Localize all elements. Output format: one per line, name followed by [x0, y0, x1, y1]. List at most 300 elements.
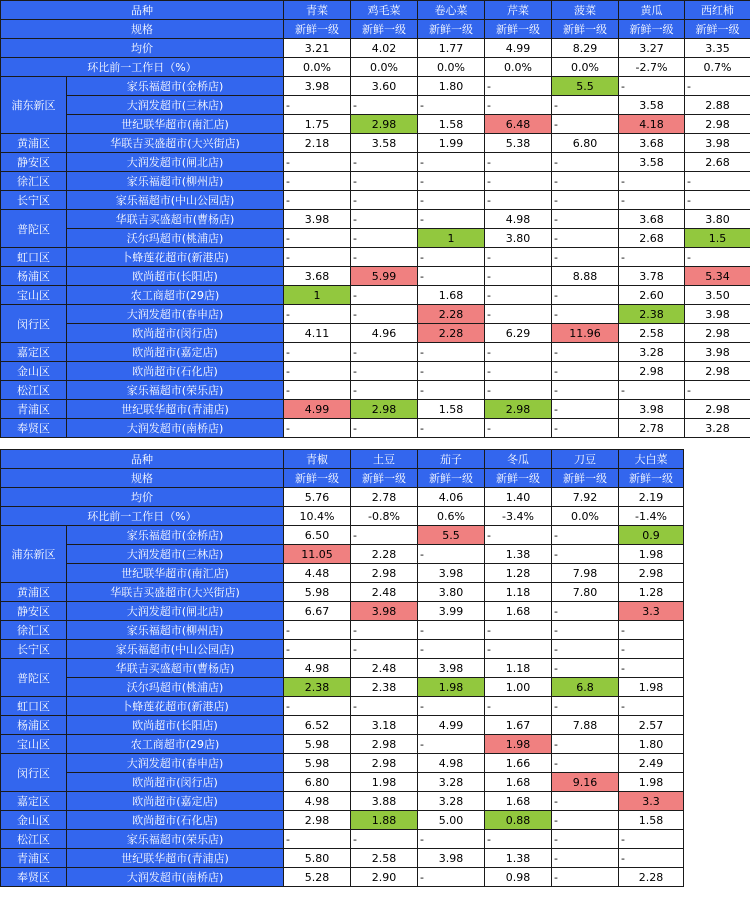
price-cell: 1.18	[485, 659, 552, 678]
price-cell: -	[685, 77, 750, 96]
district-name: 青浦区	[1, 400, 67, 419]
table-row	[1, 792, 684, 811]
change-row	[1, 507, 684, 526]
price-cell: 5.98	[284, 754, 351, 773]
price-cell: 2.88	[685, 96, 750, 115]
market-name: 华联吉买盛超市(大兴街店)	[67, 583, 284, 602]
price-cell: -	[418, 248, 485, 267]
price-cell: 3.98	[685, 305, 750, 324]
price-cell: 5.5	[552, 77, 619, 96]
price-cell: -	[418, 153, 485, 172]
district-name: 黄浦区	[1, 134, 67, 153]
price-cell: 1.80	[619, 735, 684, 754]
table-row	[1, 602, 684, 621]
price-cell: 2.90	[351, 868, 418, 887]
price-cell: -	[418, 545, 485, 564]
price-cell: -	[619, 77, 685, 96]
price-cell: 3.3	[619, 602, 684, 621]
district-name: 金山区	[1, 362, 67, 381]
market-name: 大润发超市(南桥店)	[67, 868, 284, 887]
price-cell: 1.88	[351, 811, 418, 830]
market-name: 世纪联华超市(青浦店)	[67, 849, 284, 868]
market-name: 家乐福超市(荣乐店)	[67, 381, 284, 400]
price-cell: -	[552, 792, 619, 811]
price-cell: 2.57	[619, 716, 684, 735]
price-cell: -	[351, 229, 418, 248]
district-name: 徐汇区	[1, 172, 67, 191]
price-cell: -	[284, 697, 351, 716]
price-cell: 3.98	[418, 659, 485, 678]
spec-value: 新鲜一级	[485, 469, 552, 488]
price-cell: -	[418, 640, 485, 659]
spec-value: 新鲜一级	[685, 20, 750, 39]
price-cell: 3.98	[284, 77, 351, 96]
price-cell: -	[685, 248, 750, 267]
table-row	[1, 96, 750, 115]
price-cell: -	[284, 229, 351, 248]
table-row	[1, 267, 750, 286]
price-cell: -	[619, 659, 684, 678]
avg-value: 7.92	[552, 488, 619, 507]
price-cell: 1.98	[619, 545, 684, 564]
spec-value: 新鲜一级	[619, 469, 684, 488]
table-row	[1, 400, 750, 419]
avg-value: 8.29	[552, 39, 619, 58]
price-cell: 1.18	[485, 583, 552, 602]
price-cell: 2.98	[351, 735, 418, 754]
market-name: 世纪联华超市(青浦店)	[67, 400, 284, 419]
district-name: 长宁区	[1, 640, 67, 659]
spec-header: 规格	[1, 469, 284, 488]
price-cell: -	[552, 754, 619, 773]
price-cell: -	[284, 362, 351, 381]
table-row	[1, 381, 750, 400]
price-cell: 2.28	[418, 305, 485, 324]
price-cell: 1.98	[619, 678, 684, 697]
price-cell: -	[485, 362, 552, 381]
price-cell: -	[351, 96, 418, 115]
veggie-name: 青菜	[284, 1, 351, 20]
price-cell: -	[351, 305, 418, 324]
price-cell: -	[485, 172, 552, 191]
district-name: 金山区	[1, 811, 67, 830]
price-cell: -	[619, 830, 684, 849]
price-cell: 3.98	[685, 134, 750, 153]
table-row	[1, 134, 750, 153]
market-name: 欧尚超市(长阳店)	[67, 267, 284, 286]
table-row	[1, 811, 684, 830]
price-cell: 3.98	[685, 343, 750, 362]
table-row	[1, 343, 750, 362]
price-cell: 9.16	[552, 773, 619, 792]
price-cell: -	[485, 267, 552, 286]
header-row-variety	[1, 1, 750, 20]
table-row	[1, 697, 684, 716]
change-value: 0.0%	[418, 58, 485, 77]
market-name: 欧尚超市(嘉定店)	[67, 343, 284, 362]
price-cell: 1	[284, 286, 351, 305]
price-cell: 1.28	[619, 583, 684, 602]
price-cell: 3.88	[351, 792, 418, 811]
price-cell: 2.98	[685, 115, 750, 134]
price-cell: 4.98	[418, 754, 485, 773]
price-cell: -	[418, 830, 485, 849]
district-name: 青浦区	[1, 849, 67, 868]
veggie-name: 茄子	[418, 450, 485, 469]
price-cell: 3.98	[351, 602, 418, 621]
price-cell: -	[552, 545, 619, 564]
avg-value: 5.76	[284, 488, 351, 507]
price-cell: 5.34	[685, 267, 750, 286]
price-cell: 2.48	[351, 659, 418, 678]
price-cell: 3.68	[619, 134, 685, 153]
price-cell: -	[418, 96, 485, 115]
price-cell: -	[485, 153, 552, 172]
price-cell: -	[552, 210, 619, 229]
price-cell: 0.9	[619, 526, 684, 545]
price-cell: 2.38	[351, 678, 418, 697]
change-value: -1.4%	[619, 507, 684, 526]
change-value: -0.8%	[351, 507, 418, 526]
price-cell: -	[552, 697, 619, 716]
price-cell: 3.99	[418, 602, 485, 621]
price-cell: 3.98	[284, 210, 351, 229]
spec-value: 新鲜一级	[284, 20, 351, 39]
price-cell: 2.98	[685, 362, 750, 381]
price-cell: 3.58	[619, 153, 685, 172]
change-value: 0.0%	[485, 58, 552, 77]
price-cell: -	[485, 830, 552, 849]
avg-value: 1.40	[485, 488, 552, 507]
price-cell: -	[552, 811, 619, 830]
price-cell: -	[485, 526, 552, 545]
price-cell: -	[418, 735, 485, 754]
price-cell: -	[485, 621, 552, 640]
price-cell: 1.38	[485, 849, 552, 868]
price-cell: 2.98	[351, 564, 418, 583]
price-cell: 3.28	[619, 343, 685, 362]
price-cell: 4.98	[284, 659, 351, 678]
price-cell: 5.5	[418, 526, 485, 545]
market-name: 欧尚超市(长阳店)	[67, 716, 284, 735]
variety-header: 品种	[1, 450, 284, 469]
table-row	[1, 77, 750, 96]
market-name: 大润发超市(春申店)	[67, 754, 284, 773]
change-value: -3.4%	[485, 507, 552, 526]
price-cell: 2.18	[284, 134, 351, 153]
price-cell: 5.28	[284, 868, 351, 887]
market-name: 卜蜂莲花超市(新港店)	[67, 248, 284, 267]
price-cell: 4.48	[284, 564, 351, 583]
price-cell: -	[485, 248, 552, 267]
price-cell: -	[351, 172, 418, 191]
price-table-2	[0, 449, 684, 887]
price-cell: -	[552, 400, 619, 419]
price-cell: 3.60	[351, 77, 418, 96]
avg-label: 均价	[1, 39, 284, 58]
market-name: 家乐福超市(柳州店)	[67, 172, 284, 191]
change-value: 0.0%	[552, 507, 619, 526]
price-cell: -	[552, 153, 619, 172]
district-name: 宝山区	[1, 735, 67, 754]
market-name: 农工商超市(29店)	[67, 286, 284, 305]
price-cell: -	[552, 96, 619, 115]
price-cell: -	[552, 830, 619, 849]
market-name: 大润发超市(闸北店)	[67, 153, 284, 172]
market-name: 家乐福超市(中山公园店)	[67, 640, 284, 659]
market-name: 家乐福超市(荣乐店)	[67, 830, 284, 849]
price-cell: 2.68	[685, 153, 750, 172]
price-cell: -	[284, 621, 351, 640]
change-value: 0.7%	[685, 58, 750, 77]
price-cell: 5.80	[284, 849, 351, 868]
district-name: 松江区	[1, 381, 67, 400]
price-cell: 6.52	[284, 716, 351, 735]
table-row	[1, 735, 684, 754]
veggie-name: 黄瓜	[619, 1, 685, 20]
price-cell: -	[351, 697, 418, 716]
price-cell: 1.00	[485, 678, 552, 697]
spec-value: 新鲜一级	[351, 20, 418, 39]
price-cell: 1.80	[418, 77, 485, 96]
price-cell: -	[552, 381, 619, 400]
table-row	[1, 172, 750, 191]
market-name: 华联吉买盛超市(曹杨店)	[67, 210, 284, 229]
price-cell: 3.80	[685, 210, 750, 229]
price-table-1	[0, 0, 750, 438]
price-cell: -	[552, 191, 619, 210]
veggie-name: 芹菜	[485, 1, 552, 20]
price-cell: 1.38	[485, 545, 552, 564]
price-cell: -	[485, 305, 552, 324]
veggie-name: 青椒	[284, 450, 351, 469]
table-row	[1, 305, 750, 324]
price-cell: 2.98	[284, 811, 351, 830]
price-cell: 1.68	[418, 286, 485, 305]
spec-value: 新鲜一级	[552, 20, 619, 39]
price-cell: -	[351, 830, 418, 849]
price-cell: -	[284, 830, 351, 849]
price-cell: 6.80	[552, 134, 619, 153]
price-cell: -	[485, 191, 552, 210]
table-row	[1, 716, 684, 735]
price-cell: 0.88	[485, 811, 552, 830]
table-row	[1, 153, 750, 172]
district-name: 奉贤区	[1, 868, 67, 887]
price-cell: 1.99	[418, 134, 485, 153]
market-name: 世纪联华超市(南汇店)	[67, 564, 284, 583]
price-cell: 4.96	[351, 324, 418, 343]
price-cell: 3.3	[619, 792, 684, 811]
market-name: 欧尚超市(闵行店)	[67, 773, 284, 792]
price-cell: 2.98	[485, 400, 552, 419]
price-cell: 3.78	[619, 267, 685, 286]
price-cell: 3.98	[418, 564, 485, 583]
price-cell: -	[284, 640, 351, 659]
price-cell: 3.50	[685, 286, 750, 305]
avg-value: 1.77	[418, 39, 485, 58]
district-name: 闵行区	[1, 754, 67, 792]
price-cell: 4.11	[284, 324, 351, 343]
table-row	[1, 868, 684, 887]
price-cell: -	[552, 526, 619, 545]
district-name: 杨浦区	[1, 267, 67, 286]
price-cell: 1.58	[418, 400, 485, 419]
price-cell: -	[418, 362, 485, 381]
district-name: 徐汇区	[1, 621, 67, 640]
price-cell: 1.58	[418, 115, 485, 134]
price-cell: -	[351, 210, 418, 229]
price-cell: 3.58	[351, 134, 418, 153]
price-cell: 1.5	[685, 229, 750, 248]
price-cell: 6.50	[284, 526, 351, 545]
price-cell: 7.80	[552, 583, 619, 602]
price-cell: 3.18	[351, 716, 418, 735]
change-row	[1, 58, 750, 77]
price-cell: 2.78	[619, 419, 685, 438]
market-name: 大润发超市(南桥店)	[67, 419, 284, 438]
avg-value: 4.06	[418, 488, 485, 507]
price-cell: 5.00	[418, 811, 485, 830]
change-value: -2.7%	[619, 58, 685, 77]
price-cell: 2.58	[351, 849, 418, 868]
district-name: 杨浦区	[1, 716, 67, 735]
table-row	[1, 115, 750, 134]
spec-header: 规格	[1, 20, 284, 39]
veggie-name: 刀豆	[552, 450, 619, 469]
price-cell: 4.99	[284, 400, 351, 419]
table-row	[1, 248, 750, 267]
veggie-name: 卷心菜	[418, 1, 485, 20]
price-cell: -	[552, 659, 619, 678]
price-cell: -	[351, 362, 418, 381]
change-value: 10.4%	[284, 507, 351, 526]
price-cell: -	[284, 343, 351, 362]
table-row	[1, 830, 684, 849]
price-cell: -	[418, 868, 485, 887]
price-cell: 2.38	[619, 305, 685, 324]
district-name: 浦东新区	[1, 77, 67, 134]
market-name: 农工商超市(29店)	[67, 735, 284, 754]
price-cell: -	[552, 735, 619, 754]
price-cell: -	[552, 248, 619, 267]
veggie-name: 土豆	[351, 450, 418, 469]
price-cell: -	[351, 621, 418, 640]
avg-value: 4.02	[351, 39, 418, 58]
price-cell: 2.58	[619, 324, 685, 343]
market-name: 家乐福超市(金桥店)	[67, 77, 284, 96]
price-cell: -	[485, 286, 552, 305]
change-value: 0.6%	[418, 507, 485, 526]
price-cell: -	[619, 640, 684, 659]
price-cell: -	[619, 381, 685, 400]
spec-value: 新鲜一级	[485, 20, 552, 39]
price-cell: 3.80	[485, 229, 552, 248]
market-name: 欧尚超市(闵行店)	[67, 324, 284, 343]
price-cell: 5.98	[284, 583, 351, 602]
header-row-variety	[1, 450, 684, 469]
price-cell: 3.68	[619, 210, 685, 229]
price-cell: -	[418, 621, 485, 640]
price-cell: -	[552, 229, 619, 248]
price-cell: 2.98	[351, 754, 418, 773]
price-cell: 6.8	[552, 678, 619, 697]
price-cell: -	[552, 621, 619, 640]
avg-value: 3.27	[619, 39, 685, 58]
table-row	[1, 191, 750, 210]
table-row	[1, 583, 684, 602]
table-row	[1, 678, 684, 697]
change-label: 环比前一工作日（%）	[1, 58, 284, 77]
price-cell: -	[351, 419, 418, 438]
district-name: 宝山区	[1, 286, 67, 305]
price-cell: 4.18	[619, 115, 685, 134]
district-name: 嘉定区	[1, 792, 67, 811]
market-name: 欧尚超市(石化店)	[67, 362, 284, 381]
price-cell: 1.58	[619, 811, 684, 830]
table-row	[1, 621, 684, 640]
table-row	[1, 773, 684, 792]
price-cell: 2.28	[418, 324, 485, 343]
price-cell: 1.98	[619, 773, 684, 792]
price-cell: 1.68	[485, 773, 552, 792]
price-cell: -	[685, 191, 750, 210]
spec-value: 新鲜一级	[418, 469, 485, 488]
price-cell: 1.68	[485, 792, 552, 811]
avg-value: 3.35	[685, 39, 750, 58]
district-name: 虹口区	[1, 248, 67, 267]
price-cell: -	[351, 191, 418, 210]
price-cell: 1	[418, 229, 485, 248]
price-cell: -	[619, 191, 685, 210]
price-cell: -	[418, 267, 485, 286]
market-name: 世纪联华超市(南汇店)	[67, 115, 284, 134]
district-name: 普陀区	[1, 210, 67, 248]
price-cell: -	[619, 248, 685, 267]
price-cell: 1.28	[485, 564, 552, 583]
price-cell: -	[351, 153, 418, 172]
price-cell: -	[552, 286, 619, 305]
table-row	[1, 849, 684, 868]
price-cell: 3.58	[619, 96, 685, 115]
price-cell: -	[485, 419, 552, 438]
market-name: 大润发超市(春申店)	[67, 305, 284, 324]
market-name: 华联吉买盛超市(曹杨店)	[67, 659, 284, 678]
price-cell: -	[552, 602, 619, 621]
price-cell: 2.28	[619, 868, 684, 887]
district-name: 静安区	[1, 153, 67, 172]
price-cell: 6.67	[284, 602, 351, 621]
price-cell: -	[619, 849, 684, 868]
price-cell: -	[284, 305, 351, 324]
price-cell: -	[552, 419, 619, 438]
price-cell: 2.98	[351, 400, 418, 419]
price-cell: 3.80	[418, 583, 485, 602]
avg-row	[1, 39, 750, 58]
district-name: 奉贤区	[1, 419, 67, 438]
price-cell: 11.96	[552, 324, 619, 343]
table-row	[1, 754, 684, 773]
spec-value: 新鲜一级	[418, 20, 485, 39]
district-name: 虹口区	[1, 697, 67, 716]
price-cell: -	[485, 96, 552, 115]
price-cell: 6.80	[284, 773, 351, 792]
price-cell: 2.49	[619, 754, 684, 773]
price-cell: -	[418, 419, 485, 438]
price-cell: 1.66	[485, 754, 552, 773]
price-cell: 1.98	[485, 735, 552, 754]
price-cell: -	[619, 621, 684, 640]
